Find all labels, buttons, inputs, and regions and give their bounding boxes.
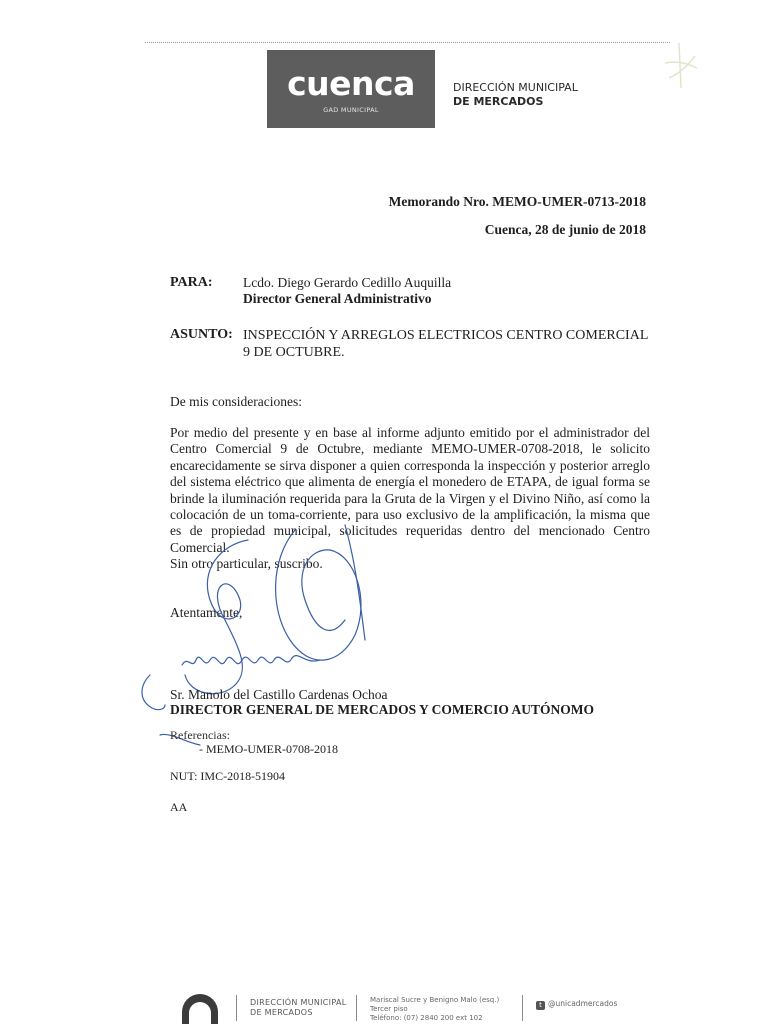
footer-arch-logo-icon <box>178 990 222 1024</box>
recipient-title: Director General Administrativo <box>243 291 432 306</box>
logo-wordmark: cuenca <box>287 64 415 103</box>
author-initials: AA <box>170 800 188 814</box>
subject-text: INSPECCIÓN Y ARREGLOS ELECTRICOS CENTRO COMERCIAL 9 DE OCTUBRE. <box>243 328 648 360</box>
footer-dept-line-2: DE MERCADOS <box>250 1008 313 1017</box>
footer-divider-1 <box>236 995 237 1021</box>
footer-address-line-1: Mariscal Sucre y Benigno Malo (esq.) <box>370 996 500 1004</box>
dept-line-1: DIRECCIÓN MUNICIPAL <box>453 81 578 94</box>
footer-divider-3 <box>522 995 523 1021</box>
logo-subtext: GAD MUNICIPAL <box>323 106 379 114</box>
footer-social-handle: @unicadmercados <box>548 999 618 1008</box>
footer-dept-line-1: DIRECCIÓN MUNICIPAL <box>250 998 347 1007</box>
recipient-label: PARA: <box>170 275 213 290</box>
recipient-name: Lcdo. Diego Gerardo Cedillo Auquilla <box>243 275 452 290</box>
scan-smudge-icon <box>655 38 705 98</box>
memo-number: Memorando Nro. MEMO-UMER-0713-2018 <box>388 194 646 209</box>
footer-social <box>536 999 617 1010</box>
reference-item: - MEMO-UMER-0708-2018 <box>199 742 338 756</box>
memo-date: Cuenca, 28 de junio de 2018 <box>484 222 646 237</box>
footer-divider-2 <box>356 995 357 1021</box>
references-label: Referencias: <box>170 728 230 742</box>
signer-name: Sr. Manolo del Castillo Cardenas Ochoa <box>170 687 388 702</box>
department-heading <box>453 81 578 109</box>
body-paragraph: Por medio del presente y en base al informe adjunto emitido por el administrador del Centro Comercial 9 de Octubre, mediante MEMO-UMER-0708-2018, le solicito encarecidamente se sirva disponer a quien corresponda la inspección y posterior arreglo del sistema eléctrico que alimenta de energía el monedero de ETAPA, de igual forma se brinde la iluminación requerida para la Gruta de la Virgen y el Divino Niño, así como la colocación de un toma-corriente, para uso exclusivo de la amplificación, la misma que es de propiedad municipal, solicitudes requeridas dentro del mencionado Centro Comercial. <box>170 425 650 555</box>
footer-address-line-3: Teléfono: (07) 2840 200 ext 102 <box>370 1014 483 1022</box>
greeting: De mis consideraciones: <box>170 394 302 409</box>
signer-title: DIRECTOR GENERAL DE MERCADOS Y COMERCIO AUTÓNOMO <box>170 702 595 717</box>
subject-label: ASUNTO: <box>170 327 233 342</box>
top-dotted-rule <box>145 42 670 43</box>
footer-address <box>370 996 499 1023</box>
cuenca-logo <box>267 50 435 128</box>
regards-line: Atentamente, <box>170 605 243 620</box>
footer-department <box>250 998 346 1018</box>
dept-line-2: DE MERCADOS <box>453 95 544 108</box>
footer <box>0 990 768 1024</box>
footer-address-line-2: Tercer piso <box>370 1005 408 1013</box>
closing-line: Sin otro particular, suscribo. <box>170 556 323 571</box>
nut-number: NUT: IMC-2018-51904 <box>170 769 286 783</box>
twitter-icon: t <box>536 1001 545 1010</box>
